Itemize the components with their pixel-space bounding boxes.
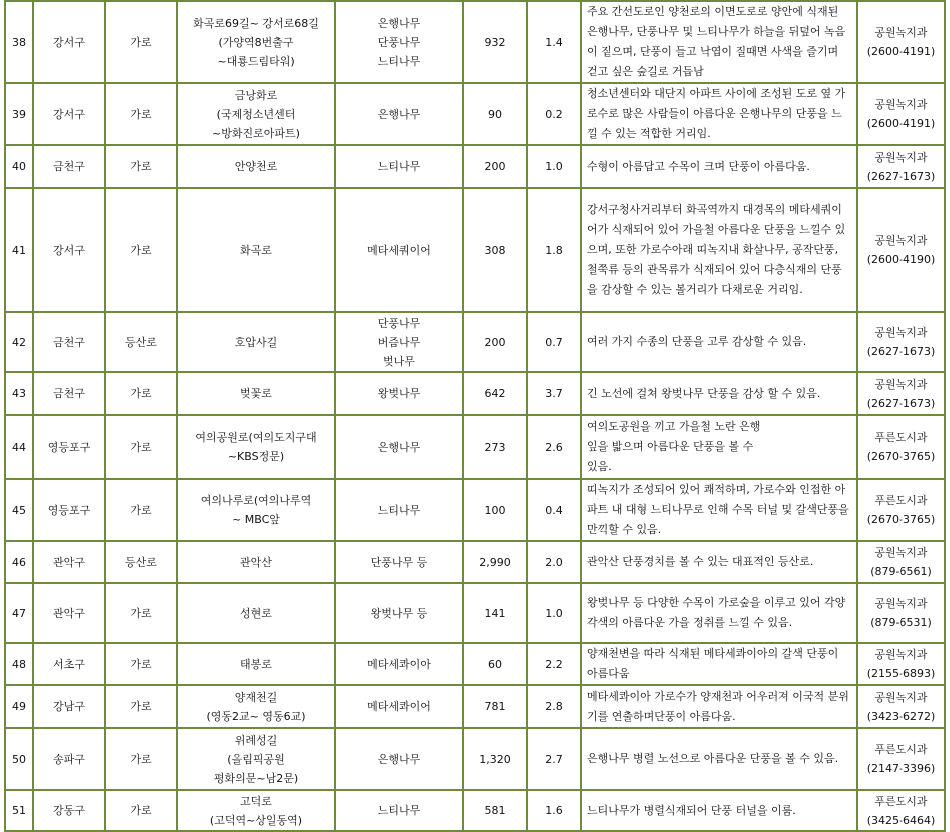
department-name: 푸른도시과 xyxy=(874,743,928,756)
route-type-cell: 가로 xyxy=(106,146,178,189)
contact-cell xyxy=(858,2,946,84)
description-cell: 주요 간선도로인 양천로의 이면도로로 양안에 식재된 은행나무, 단풍나무 및 느티나무가 하늘을 뒤덮어 녹음이 짙으며, 단풍이 들고 낙엽이 질때면 사색을 즐기며 걷고 싶은 숲길로 거듭남 xyxy=(582,2,858,84)
district-cell: 금천구 xyxy=(34,373,106,416)
phone-number: (2670-3765) xyxy=(866,513,936,526)
location-cell: 관악산 xyxy=(178,542,336,584)
table-row xyxy=(4,791,946,832)
location-cell: 벚꽃로 xyxy=(178,373,336,416)
phone-number: (2670-3765) xyxy=(866,450,936,463)
district-cell: 서초구 xyxy=(34,644,106,686)
location-cell: 고덕로 (고덕역~상일동역) xyxy=(178,791,336,832)
distance-cell: 1.8 xyxy=(528,189,582,313)
distance-cell: 1.4 xyxy=(528,2,582,84)
row-number-cell: 49 xyxy=(4,686,34,729)
description-cell: 수형이 아름답고 수목이 크며 단풍이 아름다움. xyxy=(582,146,858,189)
contact-cell xyxy=(858,644,946,686)
row-number-cell: 39 xyxy=(4,84,34,146)
description-cell: 강서구청사거리부터 화곡역까지 대경목의 메타세쿼이어가 식재되어 있어 가을철 아름다운 단풍을 느낄수 있으며, 또한 가로수아래 띠녹지내 화살나무, 공작단풍, 철쭉류 등의 관목류가 식재되어 있어 다층식재의 단풍을 감상할 수 있는 볼거리가 다채로운 거리임. xyxy=(582,189,858,313)
description-cell: 은행나무 병렬 노선으로 아름다운 단풍을 볼 수 있음. xyxy=(582,729,858,791)
row-number-cell: 48 xyxy=(4,644,34,686)
department-name: 공원녹지과 xyxy=(874,326,928,339)
department-name: 푸른도시과 xyxy=(874,494,928,507)
tree-species-cell: 느티나무 xyxy=(336,146,464,189)
route-type-cell: 가로 xyxy=(106,729,178,791)
department-name: 공원녹지과 xyxy=(874,234,928,247)
route-type-cell: 가로 xyxy=(106,416,178,480)
tree-species-cell: 느티나무 xyxy=(336,791,464,832)
length-cell: 932 xyxy=(464,2,528,84)
route-type-cell: 가로 xyxy=(106,686,178,729)
department-name: 공원녹지과 xyxy=(874,98,928,111)
phone-number: (2600-4190) xyxy=(866,253,936,266)
description-cell: 관악산 단풍경치를 볼 수 있는 대표적인 등산로. xyxy=(582,542,858,584)
distance-cell: 1.0 xyxy=(528,146,582,189)
length-cell: 60 xyxy=(464,644,528,686)
description-cell: 띠녹지가 조성되어 있어 쾌적하며, 가로수와 인접한 아파트 내 대형 느티나무로 인해 수목 터널 및 갈색단풍을 만끽할 수 있음. xyxy=(582,480,858,542)
contact-cell xyxy=(858,729,946,791)
tree-species-cell: 메타세콰이어 xyxy=(336,686,464,729)
description-cell: 긴 노선에 걸쳐 왕벚나무 단풍을 감상 할 수 있음. xyxy=(582,373,858,416)
row-number-cell: 44 xyxy=(4,416,34,480)
location-cell: 여의공원로(여의도지구대 ~KBS정문) xyxy=(178,416,336,480)
route-type-cell: 등산로 xyxy=(106,313,178,373)
description-cell: 양재천변을 따라 식재된 메타세콰이아의 갈색 단풍이 아름다움 xyxy=(582,644,858,686)
contact-cell xyxy=(858,146,946,189)
distance-cell: 0.2 xyxy=(528,84,582,146)
length-cell: 90 xyxy=(464,84,528,146)
phone-number: (879-6561) xyxy=(870,565,932,578)
route-type-cell: 가로 xyxy=(106,373,178,416)
phone-number: (2627-1673) xyxy=(866,345,936,358)
district-cell: 강서구 xyxy=(34,84,106,146)
contact-cell xyxy=(858,584,946,644)
row-number-cell: 43 xyxy=(4,373,34,416)
table-row xyxy=(4,146,946,189)
table-row xyxy=(4,373,946,416)
row-number-cell: 50 xyxy=(4,729,34,791)
district-cell: 영등포구 xyxy=(34,480,106,542)
phone-number: (3425-6464) xyxy=(866,813,936,827)
tree-species-cell: 왕벚나무 xyxy=(336,373,464,416)
description-cell: 청소년센터와 대단지 아파트 사이에 조성된 도로 옆 가로수로 많은 사람들이 아름다운 은행나무의 단풍을 느낄 수 있는 적합한 거리임. xyxy=(582,84,858,146)
district-cell: 영등포구 xyxy=(34,416,106,480)
district-cell: 송파구 xyxy=(34,729,106,791)
table-row xyxy=(4,584,946,644)
district-cell: 관악구 xyxy=(34,584,106,644)
length-cell: 1,320 xyxy=(464,729,528,791)
route-type-cell: 가로 xyxy=(106,480,178,542)
length-cell: 200 xyxy=(464,146,528,189)
district-cell: 금천구 xyxy=(34,146,106,189)
length-cell: 2,990 xyxy=(464,542,528,584)
distance-cell: 0.4 xyxy=(528,480,582,542)
contact-cell xyxy=(858,686,946,729)
contact-cell xyxy=(858,542,946,584)
location-cell: 화곡로 xyxy=(178,189,336,313)
contact-cell xyxy=(858,313,946,373)
row-number-cell: 42 xyxy=(4,313,34,373)
district-cell: 강서구 xyxy=(34,2,106,84)
length-cell: 141 xyxy=(464,584,528,644)
table-row xyxy=(4,729,946,791)
phone-number: (3423-6272) xyxy=(866,709,936,723)
tree-species-cell: 왕벚나무 등 xyxy=(336,584,464,644)
table-row xyxy=(4,480,946,542)
tree-species-cell: 메타세콰이아 xyxy=(336,644,464,686)
route-type-cell: 가로 xyxy=(106,791,178,832)
distance-cell: 2.2 xyxy=(528,644,582,686)
table-row xyxy=(4,189,946,313)
route-type-cell: 가로 xyxy=(106,84,178,146)
district-cell: 관악구 xyxy=(34,542,106,584)
contact-cell xyxy=(858,480,946,542)
distance-cell: 2.7 xyxy=(528,729,582,791)
foliage-street-table xyxy=(4,0,946,832)
department-name: 공원녹지과 xyxy=(874,597,928,610)
distance-cell: 0.7 xyxy=(528,313,582,373)
table-row xyxy=(4,644,946,686)
row-number-cell: 51 xyxy=(4,791,34,832)
row-number-cell: 47 xyxy=(4,584,34,644)
phone-number: (2627-1673) xyxy=(866,169,936,183)
distance-cell: 1.6 xyxy=(528,791,582,832)
contact-cell xyxy=(858,84,946,146)
tree-species-cell: 은행나무 xyxy=(336,84,464,146)
phone-number: (2627-1673) xyxy=(866,396,936,410)
department-name: 공원녹지과 xyxy=(874,546,928,559)
description-cell: 느티나무가 병렬식재되어 단풍 터널을 이룸. xyxy=(582,791,858,832)
distance-cell: 1.0 xyxy=(528,584,582,644)
district-cell: 금천구 xyxy=(34,313,106,373)
length-cell: 308 xyxy=(464,189,528,313)
distance-cell: 2.6 xyxy=(528,416,582,480)
length-cell: 642 xyxy=(464,373,528,416)
distance-cell: 2.8 xyxy=(528,686,582,729)
table-row xyxy=(4,686,946,729)
location-cell: 위례성길 (올림픽공원 평화의문~남2문) xyxy=(178,729,336,791)
table-row xyxy=(4,542,946,584)
phone-number: (2155-6893) xyxy=(866,667,936,680)
location-cell: 화곡로69길~ 강서로68길 (가양역8번출구 ~대룡드림타워) xyxy=(178,2,336,84)
length-cell: 273 xyxy=(464,416,528,480)
description-cell: 여러 가지 수종의 단풍을 고루 감상할 수 있음. xyxy=(582,313,858,373)
department-name: 푸른도시과 xyxy=(874,794,928,808)
contact-cell xyxy=(858,189,946,313)
department-name: 공원녹지과 xyxy=(874,690,928,704)
table-row xyxy=(4,313,946,373)
location-cell: 태봉로 xyxy=(178,644,336,686)
length-cell: 781 xyxy=(464,686,528,729)
row-number-cell: 40 xyxy=(4,146,34,189)
department-name: 공원녹지과 xyxy=(874,648,928,661)
phone-number: (2600-4191) xyxy=(866,117,936,130)
contact-cell xyxy=(858,373,946,416)
row-number-cell: 38 xyxy=(4,2,34,84)
contact-cell xyxy=(858,416,946,480)
tree-species-cell: 단풍나무 버즘나무 벚나무 xyxy=(336,313,464,373)
location-cell: 성현로 xyxy=(178,584,336,644)
route-type-cell: 가로 xyxy=(106,644,178,686)
tree-species-cell: 은행나무 xyxy=(336,729,464,791)
table-row xyxy=(4,416,946,480)
row-number-cell: 41 xyxy=(4,189,34,313)
tree-species-cell: 은행나무 xyxy=(336,416,464,480)
tree-species-cell: 느티나무 xyxy=(336,480,464,542)
length-cell: 100 xyxy=(464,480,528,542)
location-cell: 안양천로 xyxy=(178,146,336,189)
location-cell: 호압사길 xyxy=(178,313,336,373)
tree-species-cell: 은행나무 단풍나무 느티나무 xyxy=(336,2,464,84)
district-cell: 강동구 xyxy=(34,791,106,832)
phone-number: (2147-3396) xyxy=(866,762,936,775)
length-cell: 581 xyxy=(464,791,528,832)
department-name: 푸른도시과 xyxy=(874,431,928,444)
location-cell: 여의나루로(여의나루역 ~ MBC앞 xyxy=(178,480,336,542)
table-row xyxy=(4,2,946,84)
contact-cell xyxy=(858,791,946,832)
phone-number: (2600-4191) xyxy=(866,45,936,58)
description-cell: 여의도공원을 끼고 가을철 노란 은행 잎을 밟으며 아름다운 단풍을 볼 수 있음. xyxy=(582,416,858,480)
distance-cell: 3.7 xyxy=(528,373,582,416)
route-type-cell: 등산로 xyxy=(106,542,178,584)
location-cell: 양재천길 (영동2교~ 영동6교) xyxy=(178,686,336,729)
department-name: 공원녹지과 xyxy=(874,150,928,164)
district-cell: 강남구 xyxy=(34,686,106,729)
route-type-cell: 가로 xyxy=(106,2,178,84)
department-name: 공원녹지과 xyxy=(874,377,928,391)
location-cell: 금낭화로 (국제청소년센터 ~방화진로아파트) xyxy=(178,84,336,146)
description-cell: 메타세콰이아 가로수가 양재천과 어우러져 이국적 분위기를 연출하며단풍이 아름다움. xyxy=(582,686,858,729)
route-type-cell: 가로 xyxy=(106,189,178,313)
tree-species-cell: 단풍나무 등 xyxy=(336,542,464,584)
tree-species-cell: 메타세쿼이어 xyxy=(336,189,464,313)
length-cell: 200 xyxy=(464,313,528,373)
department-name: 공원녹지과 xyxy=(874,26,928,39)
route-type-cell: 가로 xyxy=(106,584,178,644)
phone-number: (879-6531) xyxy=(870,616,932,629)
distance-cell: 2.0 xyxy=(528,542,582,584)
description-cell: 왕벚나무 등 다양한 수목이 가로숲을 이루고 있어 각양각색의 아름다운 가을 정취를 느낄 수 있음. xyxy=(582,584,858,644)
table-row xyxy=(4,84,946,146)
row-number-cell: 46 xyxy=(4,542,34,584)
row-number-cell: 45 xyxy=(4,480,34,542)
district-cell: 강서구 xyxy=(34,189,106,313)
